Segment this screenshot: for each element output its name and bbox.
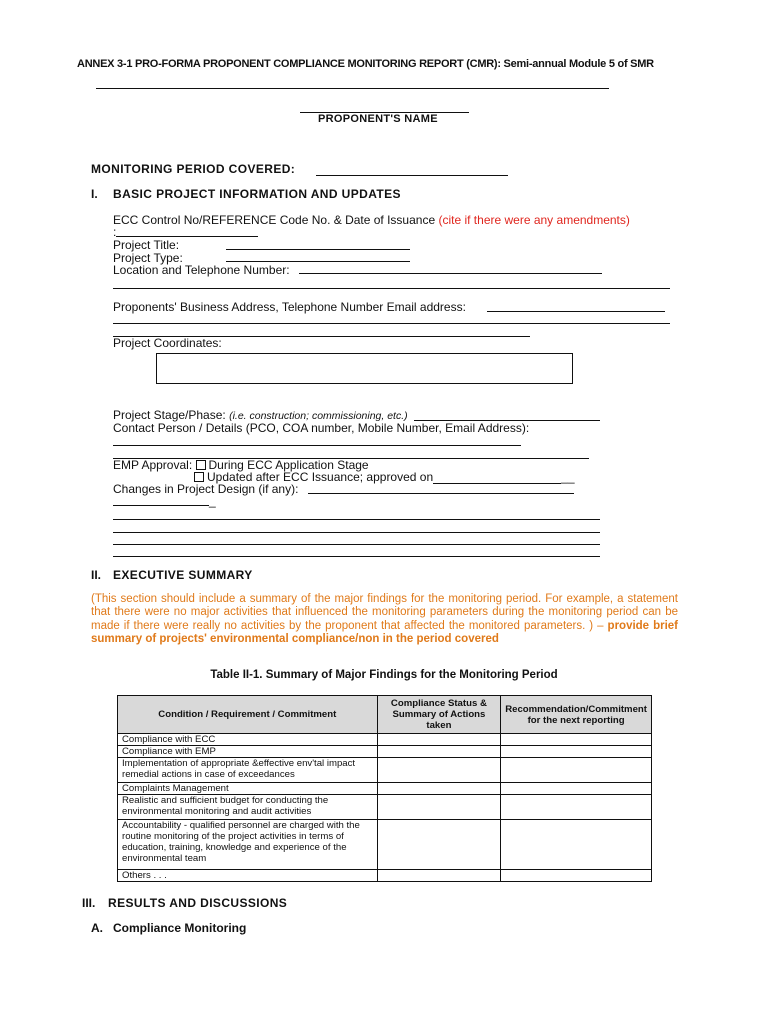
table-row (118, 795, 652, 820)
contact-field[interactable] (113, 445, 521, 446)
row-status-cell[interactable] (377, 734, 501, 746)
header-recommendation: Recommendation/Commitment for the next reporting (501, 696, 652, 734)
header-condition: Condition / Requirement / Commitment (118, 696, 378, 734)
monitoring-period-label: MONITORING PERIOD COVERED: (91, 162, 296, 176)
section-1-number: I. (91, 187, 98, 201)
emp-option2-tail: __ (561, 470, 575, 484)
table-row (118, 820, 652, 870)
changes-field-line-3[interactable] (113, 519, 600, 520)
ecc-note: (cite if there were any amendments) (438, 213, 630, 227)
contact-label: Contact Person / Details (PCO, COA number, Mobile Number, Email Address): (113, 421, 530, 435)
stage-hint: (i.e. construction; commissioning, etc.) (229, 410, 408, 422)
address-label: Proponents' Business Address, Telephone Number Email address: (113, 300, 466, 314)
project-type-label: Project Type: (113, 251, 183, 265)
row-status-cell[interactable] (377, 746, 501, 758)
table-row (118, 783, 652, 795)
row-condition: Realistic and sufficient budget for conducting the environmental monitoring and audit activities (118, 795, 378, 820)
table-row (118, 734, 652, 746)
executive-summary-instructions (91, 593, 678, 647)
summary-instructions-bold: provide brief summary of projects' environmental compliance/non in the period covered (91, 619, 679, 646)
row-recommendation-cell[interactable] (501, 820, 652, 870)
findings-table-header (118, 696, 652, 734)
row-status-cell[interactable] (377, 795, 501, 820)
section-2-title: EXECUTIVE SUMMARY (113, 568, 253, 582)
row-status-cell[interactable] (377, 870, 501, 882)
coordinates-label: Project Coordinates: (113, 336, 222, 350)
row-recommendation-cell[interactable] (501, 783, 652, 795)
location-label: Location and Telephone Number: (113, 263, 290, 277)
section-3-title: RESULTS AND DISCUSSIONS (108, 896, 288, 910)
ecc-colon: : (113, 225, 117, 239)
monitoring-period-field[interactable] (316, 175, 508, 176)
ecc-field[interactable] (116, 236, 258, 237)
section-2-number: II. (91, 568, 102, 582)
row-status-cell[interactable] (377, 758, 501, 783)
proponent-name-label: PROPONENT'S NAME (318, 113, 438, 125)
header-status: Compliance Status & Summary of Actions taken (377, 696, 501, 734)
row-recommendation-cell[interactable] (501, 870, 652, 882)
row-condition: Complaints Management (118, 783, 378, 795)
row-condition: Others . . . (118, 870, 378, 882)
annex-title: ANNEX 3-1 PRO-FORMA PROPONENT COMPLIANCE MONITORING REPORT (CMR): Semi-annual Module 5 of SMR (77, 58, 654, 70)
changes-field-line-5[interactable] (113, 544, 600, 545)
stage-line (113, 408, 408, 422)
project-title-field[interactable] (226, 249, 410, 250)
subsection-a-title: Compliance Monitoring (113, 921, 247, 935)
changes-field-line-6[interactable] (113, 556, 600, 557)
address-field[interactable] (487, 311, 665, 312)
changes-tail: _ (209, 494, 216, 508)
emp-label: EMP Approval: (113, 458, 193, 472)
findings-table (117, 695, 652, 882)
changes-label: Changes in Project Design (if any): (113, 482, 299, 496)
ecc-label: ECC Control No/REFERENCE Code No. & Date of Issuance (113, 213, 436, 227)
stage-label: Project Stage/Phase: (113, 408, 226, 422)
emp-approved-date-field[interactable] (433, 472, 561, 484)
emp-option1-checkbox[interactable] (196, 460, 206, 470)
ecc-line (113, 213, 630, 227)
location-field-line-2[interactable] (113, 288, 670, 289)
address-field-line-2[interactable] (113, 323, 670, 324)
row-recommendation-cell[interactable] (501, 746, 652, 758)
location-field[interactable] (299, 273, 602, 274)
row-recommendation-cell[interactable] (501, 734, 652, 746)
row-recommendation-cell[interactable] (501, 758, 652, 783)
emp-option2-checkbox[interactable] (194, 472, 204, 482)
row-recommendation-cell[interactable] (501, 795, 652, 820)
row-status-cell[interactable] (377, 820, 501, 870)
coordinates-box[interactable] (156, 353, 573, 384)
row-condition: Implementation of appropriate &effective env'tal impact remedial actions in case of exceedances (118, 758, 378, 783)
subsection-a-letter: A. (91, 921, 103, 935)
emp-option2-label: Updated after ECC Issuance; approved on (207, 470, 434, 484)
table-row (118, 870, 652, 882)
table-row (118, 746, 652, 758)
section-1-title: BASIC PROJECT INFORMATION AND UPDATES (113, 187, 401, 201)
title-rule (96, 88, 609, 89)
row-status-cell[interactable] (377, 783, 501, 795)
row-condition: Compliance with ECC (118, 734, 378, 746)
row-condition: Accountability - qualified personnel are charged with the routine monitoring of the project activities in terms of education, training, knowledge and experience of the environmental team (118, 820, 378, 870)
table-row (118, 758, 652, 783)
section-3-number: III. (82, 896, 96, 910)
row-condition: Compliance with EMP (118, 746, 378, 758)
changes-field[interactable] (308, 493, 574, 494)
summary-instructions: (This section should include a summary of the major findings for the monitoring period. For example, a statement that there were no major activities that influenced the monitoring parameters during the monitoring period can be made if there were really no activities by the proponent that affected the monitored parameters. ) – (91, 593, 678, 632)
changes-field-line-2[interactable] (113, 505, 209, 506)
emp-option1-label: During ECC Application Stage (208, 458, 369, 472)
table-caption: Table II-1. Summary of Major Findings for the Monitoring Period (210, 669, 558, 681)
project-type-field[interactable] (226, 261, 410, 262)
project-title-label: Project Title: (113, 238, 180, 252)
changes-field-line-4[interactable] (113, 532, 600, 533)
